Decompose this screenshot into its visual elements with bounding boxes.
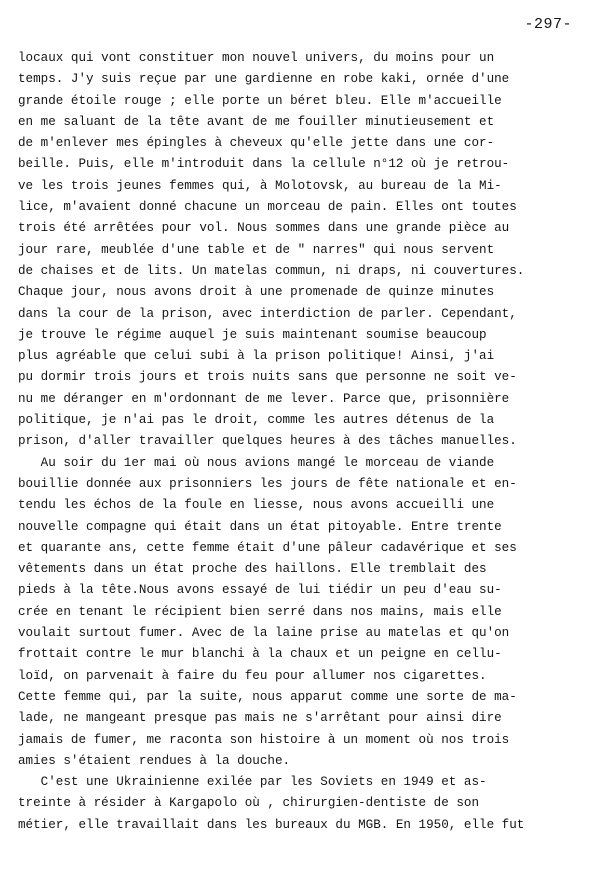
text-line: crée en tenant le récipient bien serré dans nos mains, mais elle [18, 604, 502, 619]
text-line: treinte à résider à Kargapolo où , chirurgien-dentiste de son [18, 796, 480, 811]
text-line: temps. J'y suis reçue par une gardienne en robe kaki, ornée d'une [18, 72, 510, 87]
text-line: et quarante ans, cette femme était d'une pâleur cadavérique et ses [18, 540, 517, 555]
text-line: vêtements dans un état proche des haillons. Elle tremblait des [18, 562, 487, 577]
text-line: nu me déranger en m'ordonnant de me lever. Parce que, prisonnière [18, 391, 510, 406]
text-line: Cette femme qui, par la suite, nous apparut comme une sorte de ma- [18, 689, 517, 704]
text-line: prison, d'aller travailler quelques heures à des tâches manuelles. [18, 434, 517, 449]
text-line: de m'enlever mes épingles à cheveux qu'elle jette dans une cor- [18, 136, 495, 151]
page-number: -297- [524, 16, 572, 33]
text-line: frottait contre le mur blanchi à la chaux et un peigne en cellu- [18, 647, 502, 662]
text-line: dans la cour de la prison, avec interdiction de parler. Cependant, [18, 306, 517, 321]
text-line: pu dormir trois jours et trois nuits sans que personne ne soit ve- [18, 370, 517, 385]
text-body [18, 48, 592, 836]
text-line: nouvelle compagne qui était dans un état pitoyable. Entre trente [18, 519, 502, 534]
text-line: C'est une Ukrainienne exilée par les Soviets en 1949 et as- [18, 775, 487, 790]
text-line: amies s'étaient rendues à la douche. [18, 753, 291, 768]
text-line: politique, je n'ai pas le droit, comme les autres détenus de la [18, 413, 495, 428]
text-line: jamais de fumer, me raconta son histoire à un moment où nos trois [18, 732, 510, 747]
text-line: Chaque jour, nous avons droit à une promenade de quinze minutes [18, 285, 495, 300]
text-line: métier, elle travaillait dans les bureaux du MGB. En 1950, elle fut [18, 817, 525, 832]
text-line: Au soir du 1er mai où nous avions mangé le morceau de viande [18, 455, 495, 470]
text-line: voulait surtout fumer. Avec de la laine prise au matelas et qu'on [18, 626, 510, 641]
text-line: lice, m'avaient donné chacune un morceau de pain. Elles ont toutes [18, 200, 517, 215]
text-line: locaux qui vont constituer mon nouvel univers, du moins pour un [18, 51, 495, 65]
text-line: loïd, on parvenait à faire du feu pour allumer nos cigarettes. [18, 668, 487, 683]
text-line: beille. Puis, elle m'introduit dans la cellule n°12 où je retrou- [18, 157, 510, 172]
text-line: pieds à la tête.Nous avons essayé de lui tiédir un peu d'eau su- [18, 583, 502, 598]
text-line: lade, ne mangeant presque pas mais ne s'arrêtant pour ainsi dire [18, 711, 502, 726]
text-line: grande étoile rouge ; elle porte un béret bleu. Elle m'accueille [18, 93, 502, 108]
text-line: jour rare, meublée d'une table et de " narres" qui nous servent [18, 242, 495, 257]
text-line: de chaises et de lits. Un matelas commun, ni draps, ni couvertures. [18, 263, 525, 278]
text-line: ve les trois jeunes femmes qui, à Molotovsk, au bureau de la Mi- [18, 178, 502, 193]
text-line: en me saluant de la tête avant de me fouiller minutieusement et [18, 114, 495, 129]
text-line: trois été arrêtées pour vol. Nous sommes dans une grande pièce au [18, 221, 510, 236]
text-line: je trouve le régime auquel je suis maintenant soumise beaucoup [18, 327, 487, 342]
text-line: plus agréable que celui subi à la prison politique! Ainsi, j'ai [18, 349, 495, 364]
text-line: bouillie donnée aux prisonniers les jours de fête nationale et en- [18, 476, 517, 491]
text-line: tendu les échos de la foule en liesse, nous avons accueilli une [18, 498, 495, 513]
